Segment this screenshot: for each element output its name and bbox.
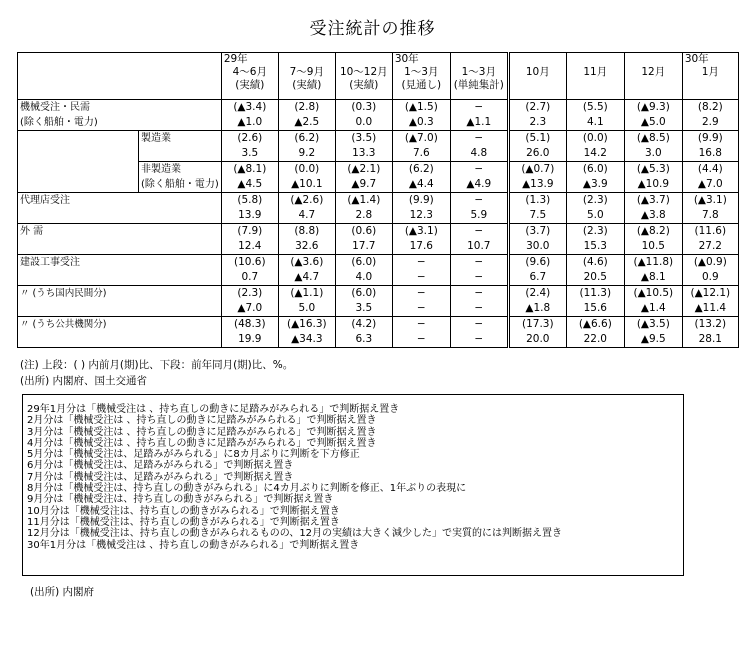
mom-value: (2.3) — [566, 224, 624, 240]
yoy-value: ▲9.5 — [624, 332, 682, 348]
row-sublabel — [18, 270, 222, 286]
yoy-value: 7.5 — [508, 208, 566, 224]
judgment-line: 11月分は「機械受注は、持ち直しの動きがみられる」で判断据え置き — [27, 516, 340, 528]
header-col-1 — [278, 53, 335, 100]
mom-value: (▲8.2) — [624, 224, 682, 240]
mom-value: (▲7.0) — [392, 131, 450, 147]
mom-value: (6.2) — [392, 162, 450, 178]
yoy-value: − — [450, 270, 508, 286]
box-source: (出所) 内閣府 — [30, 586, 95, 598]
row-label: 〃 (うち国内民間分) — [18, 286, 222, 302]
indent-spacer — [18, 131, 139, 162]
yoy-value: 5.0 — [566, 208, 624, 224]
yoy-value: ▲3.8 — [624, 208, 682, 224]
mom-value: (5.8) — [221, 193, 278, 209]
header-kind: (実績) — [235, 79, 265, 91]
header-period: 1月 — [701, 66, 719, 78]
mom-value: (0.0) — [278, 162, 335, 178]
yoy-value: 0.7 — [221, 270, 278, 286]
mom-value: − — [450, 131, 508, 147]
yoy-value: 19.9 — [221, 332, 278, 348]
row-sublabel: (除く船舶・電力) — [18, 115, 222, 131]
mom-value: − — [450, 162, 508, 178]
mom-value: (2.8) — [278, 100, 335, 116]
mom-value: (2.3) — [566, 193, 624, 209]
judgment-line: 2月分は「機械受注は 、持ち直しの動きに足踏みがみられる」で判断据え置き — [27, 415, 377, 427]
yoy-value: 30.0 — [508, 239, 566, 255]
mom-value: (48.3) — [221, 317, 278, 333]
yoy-value: ▲7.0 — [221, 301, 278, 317]
row-sublabel — [18, 239, 222, 255]
yoy-value: 14.2 — [566, 146, 624, 162]
yoy-value: ▲4.5 — [221, 177, 278, 193]
mom-value: (▲0.9) — [682, 255, 738, 271]
mom-value: − — [450, 317, 508, 333]
yoy-value: 32.6 — [278, 239, 335, 255]
judgment-line: 30年1月分は「機械受注は 、持ち直しの動きがみられる」で判断据え置き — [27, 539, 360, 551]
mom-value: − — [450, 224, 508, 240]
header-corner — [18, 53, 222, 100]
judgment-line: 9月分は「機械受注は、持ち直しの動きがみられる」で判断据え置き — [27, 494, 334, 506]
mom-value: (▲9.3) — [624, 100, 682, 116]
yoy-value: 26.0 — [508, 146, 566, 162]
judgment-line: 7月分は「機械受注は、足踏みがみられる」で判断据え置き — [27, 471, 294, 483]
mom-value: (8.2) — [682, 100, 738, 116]
yoy-value: ▲34.3 — [278, 332, 335, 348]
mom-value: (11.6) — [682, 224, 738, 240]
mom-value: (0.3) — [335, 100, 392, 116]
mom-value: (▲10.5) — [624, 286, 682, 302]
mom-value: − — [450, 286, 508, 302]
mom-value: − — [450, 193, 508, 209]
yoy-value: ▲10.1 — [278, 177, 335, 193]
mom-value: − — [450, 100, 508, 116]
header-col-8 — [682, 53, 738, 100]
mom-value: (3.5) — [335, 131, 392, 147]
mom-value: (6.0) — [335, 286, 392, 302]
mom-value: (▲1.1) — [278, 286, 335, 302]
mom-value: (11.3) — [566, 286, 624, 302]
yoy-value: − — [450, 301, 508, 317]
mom-value: (9.6) — [508, 255, 566, 271]
mom-value: (2.3) — [221, 286, 278, 302]
mom-value: (6.0) — [335, 255, 392, 271]
mom-value: (5.5) — [566, 100, 624, 116]
mom-value: (3.7) — [508, 224, 566, 240]
yoy-value: 12.4 — [221, 239, 278, 255]
mom-value: (▲3.7) — [624, 193, 682, 209]
mom-value: (10.6) — [221, 255, 278, 271]
mom-value: (2.6) — [221, 131, 278, 147]
mom-value: (2.7) — [508, 100, 566, 116]
header-period: 12月 — [641, 66, 666, 78]
yoy-value: 17.7 — [335, 239, 392, 255]
yoy-value: 10.7 — [450, 239, 508, 255]
mom-value: (8.8) — [278, 224, 335, 240]
yoy-value: ▲5.0 — [624, 115, 682, 131]
judgment-line: 6月分は「機械受注は、足踏みがみられる」で判断据え置き — [27, 460, 294, 472]
judgment-line: 4月分は「機械受注は 、持ち直しの動きに足踏みがみられる」で判断据え置き — [27, 437, 377, 449]
yoy-value: 28.1 — [682, 332, 738, 348]
table-source: (出所) 内閣府、国土交通省 — [20, 375, 148, 387]
yoy-value: 4.8 — [450, 146, 508, 162]
header-year — [512, 53, 564, 66]
row-label: 製造業 — [139, 131, 222, 147]
yoy-value: 17.6 — [392, 239, 450, 255]
judgment-line: 5月分は「機械受注は、足踏みがみられる」に8カ月ぶりに判断を下方修正 — [27, 449, 360, 461]
yoy-value: 9.2 — [278, 146, 335, 162]
mom-value: (4.6) — [566, 255, 624, 271]
mom-value: (▲3.1) — [392, 224, 450, 240]
yoy-value: 5.9 — [450, 208, 508, 224]
yoy-value: 6.3 — [335, 332, 392, 348]
judgment-line: 3月分は「機械受注は 、持ち直しの動きに足踏みがみられる」で判断据え置き — [27, 426, 377, 438]
yoy-value: 5.0 — [278, 301, 335, 317]
yoy-value: 16.8 — [682, 146, 738, 162]
mom-value: (17.3) — [508, 317, 566, 333]
yoy-value: 15.6 — [566, 301, 624, 317]
header-year — [338, 53, 390, 66]
row-label: 代理店受注 — [18, 193, 222, 209]
mom-value: − — [450, 255, 508, 271]
row-sublabel: (除く船舶・電力) — [139, 177, 222, 193]
row-sublabel — [18, 208, 222, 224]
mom-value: (▲8.1) — [221, 162, 278, 178]
mom-value: (▲2.1) — [335, 162, 392, 178]
yoy-value: ▲8.1 — [624, 270, 682, 286]
row-label: 外 需 — [18, 224, 222, 240]
header-year: 29年 — [223, 53, 248, 65]
yoy-value: ▲10.9 — [624, 177, 682, 193]
yoy-value: − — [392, 301, 450, 317]
header-period: 10〜12月 — [339, 66, 388, 78]
yoy-value: ▲2.5 — [278, 115, 335, 131]
row-label: 機械受注・民需 — [18, 100, 222, 116]
mom-value: (▲11.8) — [624, 255, 682, 271]
mom-value: (▲2.6) — [278, 193, 335, 209]
yoy-value: 15.3 — [566, 239, 624, 255]
header-col-4 — [450, 53, 508, 100]
yoy-value: ▲9.7 — [335, 177, 392, 193]
yoy-value: 13.3 — [335, 146, 392, 162]
yoy-value: 0.0 — [335, 115, 392, 131]
row-label: 非製造業 — [139, 162, 222, 178]
yoy-value: ▲1.4 — [624, 301, 682, 317]
yoy-value: ▲1.0 — [221, 115, 278, 131]
mom-value: (▲3.5) — [624, 317, 682, 333]
judgment-history-box — [22, 394, 684, 576]
header-year: 30年 — [684, 53, 709, 65]
order-statistics-table — [17, 52, 739, 348]
yoy-value: 4.0 — [335, 270, 392, 286]
yoy-value: − — [450, 332, 508, 348]
mom-value: (▲3.6) — [278, 255, 335, 271]
yoy-value: 3.5 — [335, 301, 392, 317]
yoy-value: 2.8 — [335, 208, 392, 224]
mom-value: (▲5.3) — [624, 162, 682, 178]
row-sublabel — [139, 146, 222, 162]
mom-value: (0.0) — [566, 131, 624, 147]
mom-value: (▲0.7) — [508, 162, 566, 178]
yoy-value: − — [392, 270, 450, 286]
mom-value: (6.0) — [566, 162, 624, 178]
header-year — [627, 53, 680, 66]
mom-value: (▲3.1) — [682, 193, 738, 209]
header-year — [569, 53, 622, 66]
yoy-value: ▲3.9 — [566, 177, 624, 193]
header-kind: (実績) — [349, 79, 379, 91]
header-period: 1〜3月 — [461, 66, 496, 78]
yoy-value: 7.8 — [682, 208, 738, 224]
mom-value: (▲12.1) — [682, 286, 738, 302]
header-period: 4〜6月 — [232, 66, 267, 78]
row-label: 〃 (うち公共機関分) — [18, 317, 222, 333]
header-period: 7〜9月 — [289, 66, 324, 78]
mom-value: (0.6) — [335, 224, 392, 240]
yoy-value: ▲4.4 — [392, 177, 450, 193]
yoy-value: ▲1.1 — [450, 115, 508, 131]
mom-value: − — [392, 317, 450, 333]
header-col-2 — [335, 53, 392, 100]
mom-value: (▲1.4) — [335, 193, 392, 209]
yoy-value: 12.3 — [392, 208, 450, 224]
page-title: 受注統計の推移 — [309, 19, 436, 39]
yoy-value: 7.6 — [392, 146, 450, 162]
yoy-value: ▲4.9 — [450, 177, 508, 193]
yoy-value: ▲13.9 — [508, 177, 566, 193]
row-sublabel — [18, 332, 222, 348]
mom-value: − — [392, 255, 450, 271]
judgment-line: 10月分は「機械受注は、持ち直しの動きがみられる」で判断据え置き — [27, 505, 340, 517]
header-year — [281, 53, 333, 66]
header-period: 1〜3月 — [404, 66, 439, 78]
mom-value: (▲6.6) — [566, 317, 624, 333]
table-note: (注) 上段：( ) 内前月(期)比、下段：前年同月(期)比、%。 — [20, 359, 294, 371]
yoy-value: ▲7.0 — [682, 177, 738, 193]
header-period: 11月 — [583, 66, 608, 78]
mom-value: (4.2) — [335, 317, 392, 333]
mom-value: − — [392, 286, 450, 302]
mom-value: (1.3) — [508, 193, 566, 209]
mom-value: (9.9) — [682, 131, 738, 147]
mom-value: (13.2) — [682, 317, 738, 333]
mom-value: (6.2) — [278, 131, 335, 147]
yoy-value: 27.2 — [682, 239, 738, 255]
mom-value: (9.9) — [392, 193, 450, 209]
indent-spacer — [18, 162, 139, 193]
yoy-value: 2.3 — [508, 115, 566, 131]
yoy-value: 22.0 — [566, 332, 624, 348]
yoy-value: ▲1.8 — [508, 301, 566, 317]
row-label: 建設工事受注 — [18, 255, 222, 271]
header-kind: (見通し) — [401, 79, 442, 91]
mom-value: (▲8.5) — [624, 131, 682, 147]
mom-value: (4.4) — [682, 162, 738, 178]
yoy-value: 13.9 — [221, 208, 278, 224]
header-col-3 — [392, 53, 450, 100]
mom-value: (7.9) — [221, 224, 278, 240]
header-period: 10月 — [525, 66, 550, 78]
yoy-value: ▲4.7 — [278, 270, 335, 286]
row-sublabel — [18, 301, 222, 317]
header-year — [453, 53, 505, 66]
yoy-value: 2.9 — [682, 115, 738, 131]
judgment-line: 8月分は「機械受注は、持ち直しの動きがみられる」に4カ月ぶりに判断を修正、1年ぶりの表現に — [27, 483, 467, 495]
mom-value: (5.1) — [508, 131, 566, 147]
judgment-line: 29年1月分は「機械受注は 、持ち直しの動きに足踏みがみられる」で判断据え置き — [27, 404, 400, 415]
yoy-value: 4.1 — [566, 115, 624, 131]
header-kind: (単純集計) — [453, 79, 504, 91]
yoy-value: 3.0 — [624, 146, 682, 162]
header-col-7 — [624, 53, 682, 100]
yoy-value: ▲0.3 — [392, 115, 450, 131]
yoy-value: 3.5 — [221, 146, 278, 162]
yoy-value: 0.9 — [682, 270, 738, 286]
header-year: 30年 — [394, 53, 419, 65]
header-col-6 — [566, 53, 624, 100]
yoy-value: ▲11.4 — [682, 301, 738, 317]
mom-value: (▲16.3) — [278, 317, 335, 333]
header-col-5 — [508, 53, 566, 100]
mom-value: (▲3.4) — [221, 100, 278, 116]
header-kind: (実績) — [292, 79, 322, 91]
yoy-value: − — [392, 332, 450, 348]
mom-value: (▲1.5) — [392, 100, 450, 116]
yoy-value: 20.5 — [566, 270, 624, 286]
yoy-value: 6.7 — [508, 270, 566, 286]
yoy-value: 4.7 — [278, 208, 335, 224]
yoy-value: 20.0 — [508, 332, 566, 348]
mom-value: (2.4) — [508, 286, 566, 302]
header-col-0 — [221, 53, 278, 100]
yoy-value: 10.5 — [624, 239, 682, 255]
judgment-line: 12月分は「機械受注は、持ち直しの動きがみられるものの、12月の実績は大きく減少した」で実質的には判断据え置き — [27, 528, 563, 540]
